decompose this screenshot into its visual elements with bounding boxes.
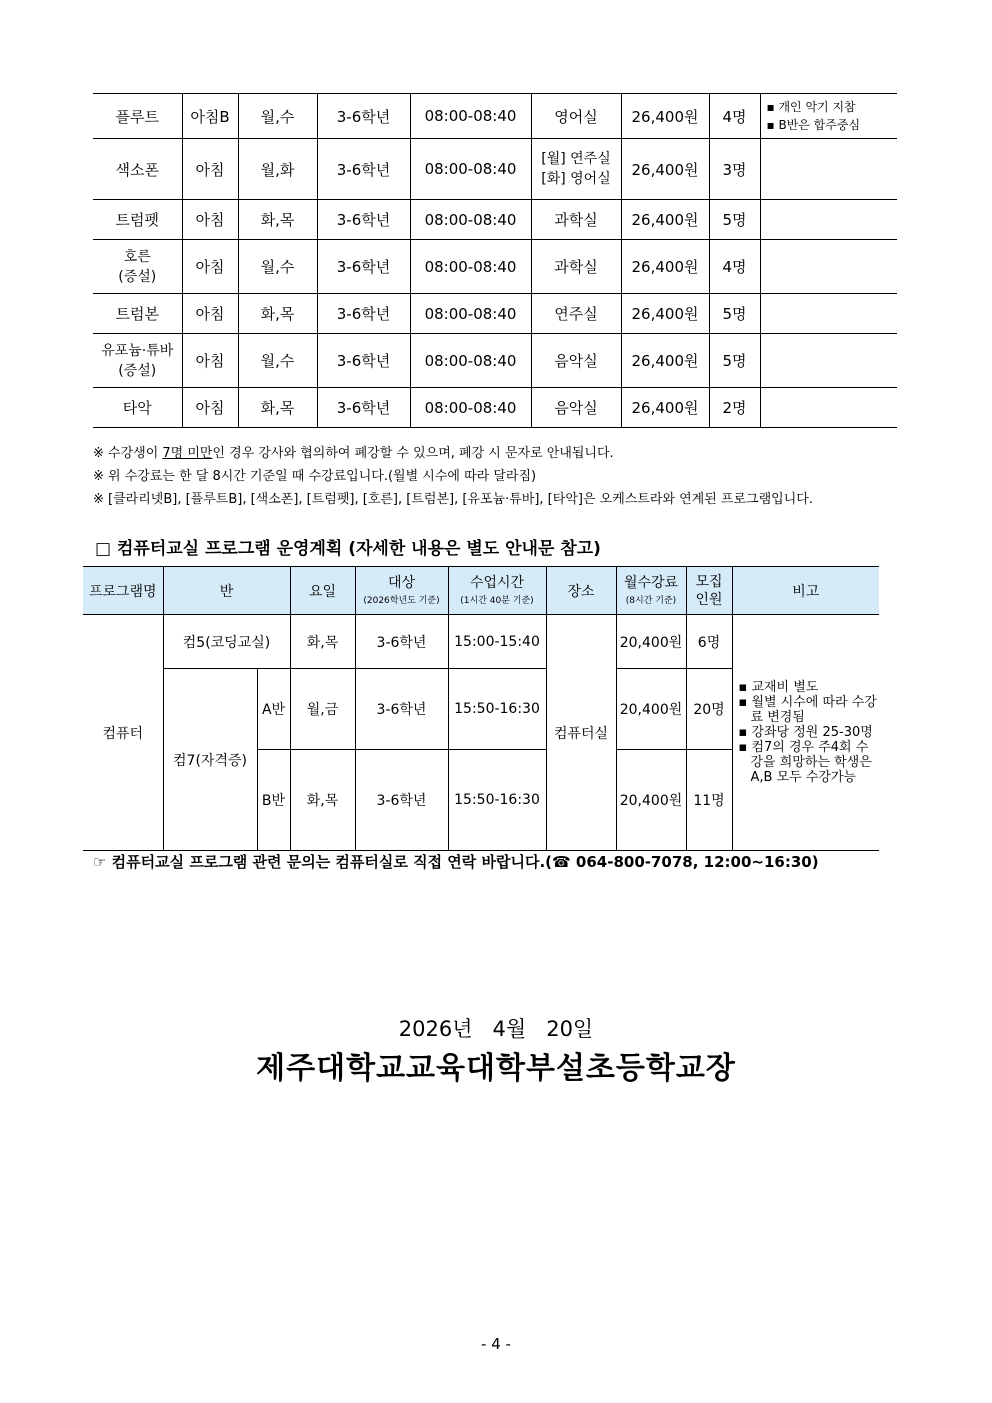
section-heading: □ 컴퓨터교실 프로그램 운영계획 (자세한 내용은 별도 안내문 참고) (95, 539, 601, 559)
fee-cell: 26,400원 (621, 94, 709, 139)
note-line (93, 442, 893, 465)
time-cell: 15:50-16:30 (448, 669, 546, 750)
room-cell: 음악실 (531, 388, 621, 428)
class-cell: 아침 (182, 200, 238, 240)
school-name: 제주대학교교육대학부설초등학교장 (256, 1051, 736, 1086)
header-fee-sub: (8시간 기준) (625, 596, 677, 606)
count-cell: 4명 (709, 94, 760, 139)
table-row (93, 139, 897, 200)
header-fee (616, 567, 686, 615)
days-cell: 화,목 (290, 615, 355, 669)
class-cell: 아침 (182, 294, 238, 334)
grade-cell: 3-6학년 (317, 388, 410, 428)
remarks-cell (760, 388, 897, 428)
notes-section (93, 442, 893, 511)
remarks-cell (760, 334, 897, 388)
room-cell: 컴퓨터실 (546, 615, 616, 851)
days-cell: 월,수 (238, 94, 317, 139)
subclass-cell: A반 (257, 669, 290, 750)
class-cell: 아침 (182, 240, 238, 294)
days-cell: 월,수 (238, 334, 317, 388)
header-remarks: 비고 (732, 567, 879, 615)
header-count-line: 인원 (695, 591, 723, 608)
grade-cell: 3-6학년 (317, 139, 410, 200)
time-cell: 08:00-08:40 (410, 294, 531, 334)
count-cell: 20명 (686, 669, 732, 750)
fee-cell: 26,400원 (621, 388, 709, 428)
page-number: - 4 - (481, 1335, 511, 1353)
note-text: 인 경우 강사와 협의하여 폐강할 수 있으며, 폐강 시 문자로 안내됩니다. (212, 446, 614, 461)
count-cell: 3명 (709, 139, 760, 200)
fee-cell: 20,400원 (616, 615, 686, 669)
remarks-cell (760, 200, 897, 240)
count-cell: 5명 (709, 200, 760, 240)
room-cell: 영어실 (531, 94, 621, 139)
remark-line: ▪ B반은 합주중심 (766, 118, 861, 132)
count-cell: 6명 (686, 615, 732, 669)
table-row (93, 334, 897, 388)
header-row (83, 567, 879, 615)
remarks-cell (732, 615, 879, 851)
count-cell: 4명 (709, 240, 760, 294)
document-date: 2026년 4월 20일 (398, 1017, 594, 1041)
time-cell: 08:00-08:40 (410, 240, 531, 294)
subclass-cell: B반 (257, 750, 290, 851)
table-row (93, 294, 897, 334)
days-cell: 화,목 (238, 388, 317, 428)
remarks-cell (760, 139, 897, 200)
room-cell: 과학실 (531, 200, 621, 240)
class-cell: 아침 (182, 334, 238, 388)
fee-cell: 20,400원 (616, 750, 686, 851)
class-cell: 컴7(자격증) (163, 669, 257, 851)
room-cell: 과학실 (531, 240, 621, 294)
fee-cell: 26,400원 (621, 334, 709, 388)
header-count-line: 모집 (695, 573, 723, 590)
remarks-cell (760, 94, 897, 139)
days-cell: 화,목 (290, 750, 355, 851)
days-cell: 월,화 (238, 139, 317, 200)
grade-cell: 3-6학년 (317, 94, 410, 139)
program-line: (증설) (118, 268, 157, 285)
fee-cell: 26,400원 (621, 240, 709, 294)
remark-line: ▪ 교재비 별도 (738, 680, 819, 695)
fee-cell: 26,400원 (621, 200, 709, 240)
room-cell: 음악실 (531, 334, 621, 388)
grade-cell: 3-6학년 (355, 750, 448, 851)
remark-line: ▪ 월별 시수에 따라 수강료 변경됨 (738, 695, 877, 725)
grade-cell: 3-6학년 (317, 240, 410, 294)
program-cell: 트럼본 (93, 294, 182, 334)
fee-cell: 20,400원 (616, 669, 686, 750)
program-line: 유포늄·튜바 (101, 342, 174, 359)
grade-cell: 3-6학년 (317, 294, 410, 334)
days-cell: 화,목 (238, 294, 317, 334)
time-cell: 15:50-16:30 (448, 750, 546, 851)
time-cell: 08:00-08:40 (410, 388, 531, 428)
remark-line: ▪ 강좌당 정원 25-30명 (738, 725, 873, 740)
header-fee-label: 월수강료 (623, 575, 679, 591)
count-cell: 11명 (686, 750, 732, 851)
days-cell: 화,목 (238, 200, 317, 240)
time-cell: 08:00-08:40 (410, 139, 531, 200)
header-time-sub: (1시간 40분 기준) (460, 596, 534, 606)
note-text: ※ 수강생이 (93, 446, 163, 461)
fee-cell: 26,400원 (621, 294, 709, 334)
remark-line: ▪ 개인 악기 지참 (766, 100, 856, 114)
days-cell: 월,수 (238, 240, 317, 294)
table-row (93, 94, 897, 139)
program-cell: 트럼펫 (93, 200, 182, 240)
computer-program-table (83, 566, 879, 851)
table-row (93, 240, 897, 294)
count-cell: 5명 (709, 294, 760, 334)
time-cell: 08:00-08:40 (410, 334, 531, 388)
room-cell (531, 139, 621, 200)
contact-note: ☞ 컴퓨터교실 프로그램 관련 문의는 컴퓨터실로 직접 연락 바랍니다.(☎ 064-800-7078, 12:00~16:30) (93, 853, 819, 871)
remarks-cell (760, 294, 897, 334)
program-cell: 타악 (93, 388, 182, 428)
table-row (93, 388, 897, 428)
note-line: ※ 위 수강료는 한 달 8시간 기준일 때 수강료입니다.(월별 시수에 따라 달라짐) (93, 469, 537, 484)
table-row (93, 200, 897, 240)
header-count (686, 567, 732, 615)
fee-cell: 26,400원 (621, 139, 709, 200)
remark-line: ▪ 컴7의 경우 주4회 수강을 희망하는 학생은 A,B 모두 수강가능 (738, 740, 872, 785)
program-line: 호른 (123, 248, 151, 265)
room-line: [월] 연주실 (541, 151, 611, 167)
room-line: [화] 영어실 (541, 171, 611, 187)
header-program: 프로그램명 (83, 567, 163, 615)
header-time-label: 수업시간 (469, 575, 525, 591)
table-row (83, 615, 879, 669)
count-cell: 2명 (709, 388, 760, 428)
header-target-sub: (2026학년도 기준) (363, 596, 440, 606)
note-line: ※ [클라리넷B], [플루트B], [색소폰], [트럼펫], [호른], [트럼본], [유포늄·튜바], [타악]은 오케스트라와 연계된 프로그램입니다. (93, 492, 813, 507)
program-cell (93, 240, 182, 294)
grade-cell: 3-6학년 (355, 669, 448, 750)
grade-cell: 3-6학년 (355, 615, 448, 669)
program-line: (증설) (118, 362, 157, 379)
music-program-table (93, 93, 897, 428)
time-cell: 08:00-08:40 (410, 200, 531, 240)
note-underline-text: 7명 미만 (162, 446, 213, 461)
class-cell: 아침B (182, 94, 238, 139)
program-cell: 컴퓨터 (83, 615, 163, 851)
header-target-label: 대상 (387, 575, 416, 591)
class-cell: 컴5(코딩교실) (163, 615, 290, 669)
grade-cell: 3-6학년 (317, 200, 410, 240)
header-class: 반 (163, 567, 290, 615)
header-days: 요일 (290, 567, 355, 615)
class-cell: 아침 (182, 139, 238, 200)
class-cell: 아침 (182, 388, 238, 428)
grade-cell: 3-6학년 (317, 334, 410, 388)
program-cell (93, 334, 182, 388)
header-time (448, 567, 546, 615)
days-cell: 월,금 (290, 669, 355, 750)
header-room: 장소 (546, 567, 616, 615)
count-cell: 5명 (709, 334, 760, 388)
time-cell: 15:00-15:40 (448, 615, 546, 669)
room-cell: 연주실 (531, 294, 621, 334)
time-cell: 08:00-08:40 (410, 94, 531, 139)
program-cell: 플루트 (93, 94, 182, 139)
remarks-cell (760, 240, 897, 294)
header-target (355, 567, 448, 615)
program-cell: 색소폰 (93, 139, 182, 200)
